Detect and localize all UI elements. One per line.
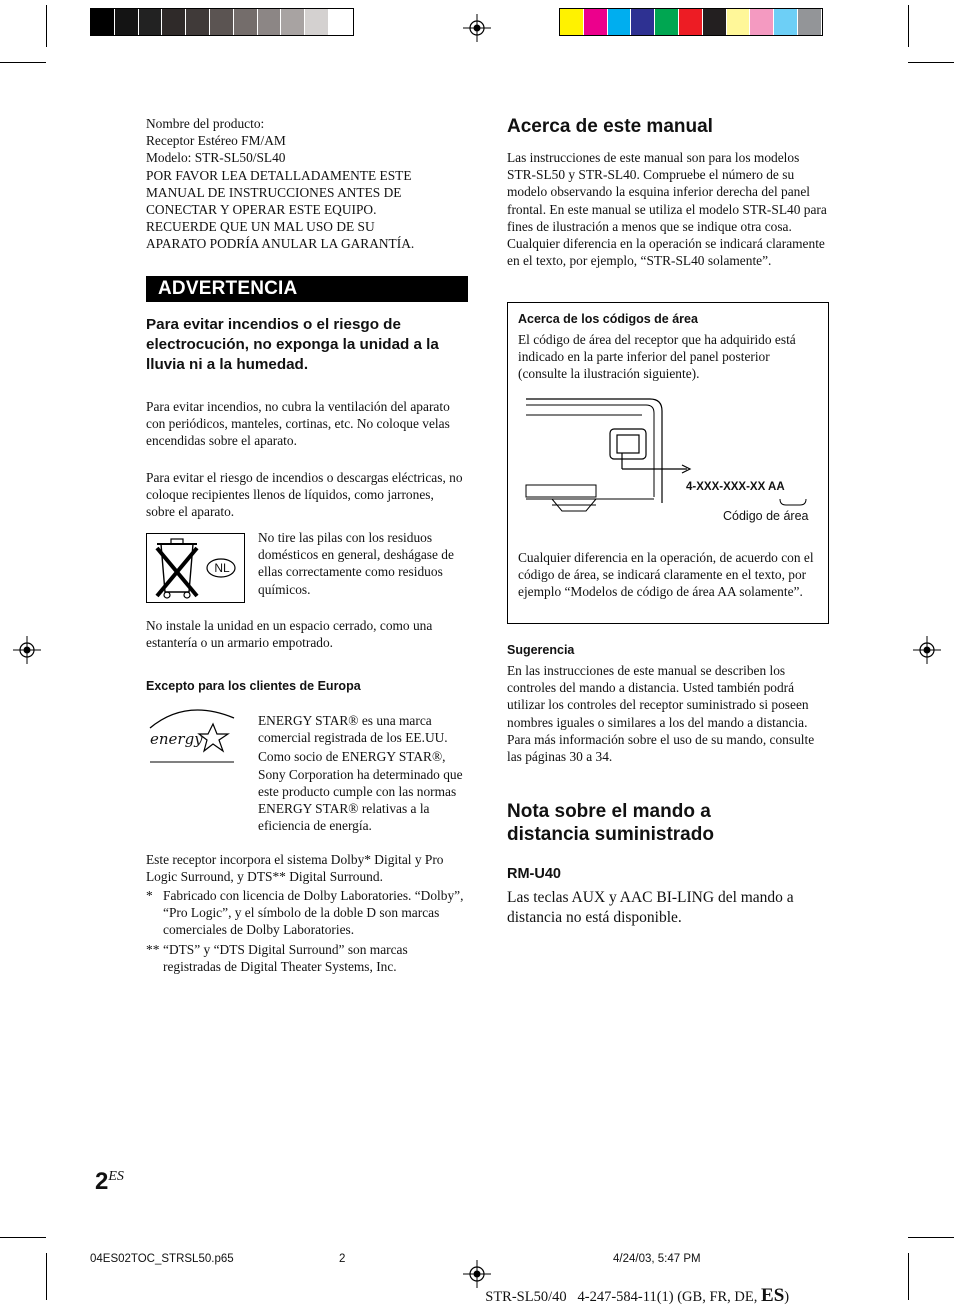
crop-mark	[908, 5, 909, 47]
footer-model-line	[478, 1268, 789, 1307]
area-code-caption: Código de área	[723, 509, 809, 523]
crop-mark	[46, 1253, 47, 1300]
color-swatch	[281, 9, 305, 35]
advertencia-heading	[146, 276, 468, 302]
acerca-body	[507, 149, 829, 269]
rear-panel-diagram	[522, 393, 822, 523]
dolby-paragraph	[146, 851, 466, 885]
crop-mark	[0, 62, 46, 63]
nota-title: Nota sobre el mando a distancia suministrado	[507, 801, 714, 845]
energy-logo-text: energy	[150, 730, 203, 748]
acerca-section	[507, 115, 829, 138]
nota-body	[507, 888, 829, 928]
acerca-title: Acerca de este manual	[507, 116, 713, 137]
tip-heading-text: Sugerencia	[507, 643, 575, 657]
europe-heading-text: Excepto para los clientes de Europa	[146, 679, 361, 693]
footnote-text: Fabricado con licencia de Dolby Laboratories. “Dolby”, “Pro Logic”, y el símbolo de la doble D son marcas comerciales de Dolby Laboratories.	[163, 888, 464, 938]
color-swatch	[631, 9, 655, 35]
color-swatch	[305, 9, 329, 35]
color-swatch	[584, 9, 608, 35]
area-code-box	[507, 302, 829, 624]
color-swatch	[258, 9, 282, 35]
color-swatch	[329, 9, 353, 35]
energy-star-logo	[146, 704, 238, 764]
color-bar	[559, 8, 823, 36]
battery-text	[258, 529, 468, 598]
page-number	[95, 1168, 124, 1196]
color-swatch	[608, 9, 632, 35]
energy-text-1: ENERGY STAR® es una marca comercial registrada de los EE.UU.	[258, 713, 448, 746]
para-text: Para evitar incendios, no cubra la ventilación del aparato con periódicos, manteles, cortinas, etc. No coloque velas encendidas sobre el aparato.	[146, 399, 450, 449]
color-swatch	[655, 9, 679, 35]
color-swatch	[560, 9, 584, 35]
footer-page: 2	[339, 1253, 346, 1265]
footnote-1	[146, 887, 466, 939]
footer-model-text: STR-SL50/40 4-247-584-11(1) (GB, FR, DE,	[485, 1289, 762, 1305]
footnote-text: “DTS” y “DTS Digital Surround” son marcas registradas de Digital Theater Systems, Inc.	[163, 942, 408, 975]
europe-heading	[146, 679, 476, 693]
registration-mark-left	[13, 636, 41, 664]
color-swatch	[679, 9, 703, 35]
footnote-2	[146, 941, 466, 975]
nota-model-text: RM-U40	[507, 866, 561, 882]
warning-text: Para evitar incendios o el riesgo de electrocución, no exponga la unidad a la lluvia ni a la humedad.	[146, 316, 439, 373]
crop-mark	[0, 1237, 46, 1238]
grayscale-bar	[90, 8, 354, 36]
color-swatch	[234, 9, 258, 35]
footer-lang-code: ES	[761, 1285, 785, 1306]
color-swatch	[774, 9, 798, 35]
footnote-mark: **	[146, 942, 160, 957]
nota-body-text: Las teclas AUX y AAC BI-LING del mando a distancia no está disponible.	[507, 889, 794, 926]
para-text: Para evitar el riesgo de incendios o descargas eléctricas, no coloque recipientes llenos de líquidos, como jarrones, sobre el aparato.	[146, 470, 463, 520]
color-swatch	[798, 9, 822, 35]
battery-text-body: No tire las pilas con los residuos domésticos en general, deshágase de ellas correctamente como residuos químicos.	[258, 530, 454, 597]
area-code-label: 4-XXX-XXX-XX AA	[686, 481, 785, 493]
color-swatch	[750, 9, 774, 35]
color-swatch	[115, 9, 139, 35]
registration-mark-right	[913, 636, 941, 664]
advertencia-title: ADVERTENCIA	[158, 278, 298, 299]
color-swatch	[91, 9, 115, 35]
box-footer: Cualquier diferencia en la operación, de acuerdo con el código de área, se indicará claramente en el texto, por ejemplo “Modelos de código de área AA solamente”.	[518, 550, 814, 600]
enclosure-paragraph	[146, 617, 468, 651]
color-swatch	[727, 9, 751, 35]
tip-body-text: En las instrucciones de este manual se describen los controles del mando a distancia. Usted también podrá utilizar los controles del receptor suministrado si poseen nombres iguales o similares a los del mando a distancia. Para más información sobre el uso de su mando, consulte las páginas 30 a 34.	[507, 663, 815, 765]
box-body: El código de área del receptor que ha adquirido está indicado en la parte inferior del panel posterior (consulte la ilustración siguiente).	[518, 332, 796, 382]
footer-datetime: 4/24/03, 5:47 PM	[613, 1253, 701, 1265]
nota-section	[507, 800, 829, 846]
footnote-mark: *	[146, 888, 153, 903]
color-swatch	[703, 9, 727, 35]
liquids-paragraph	[146, 469, 464, 521]
warning-block	[146, 315, 464, 375]
box-heading: Acerca de los códigos de área	[518, 312, 698, 326]
color-swatch	[139, 9, 163, 35]
crop-mark	[908, 62, 954, 63]
para-text: No instale la unidad en un espacio cerrado, como una estantería o un armario empotrado.	[146, 618, 433, 651]
crop-mark	[46, 5, 47, 47]
energy-star-text	[258, 712, 470, 834]
tip-heading	[507, 643, 829, 657]
registration-mark-top	[463, 14, 491, 42]
tip-body	[507, 662, 829, 765]
page-number-suffix: ES	[108, 1169, 124, 1184]
dolby-intro: Este receptor incorpora el sistema Dolby* Digital y Pro Logic Surround, y DTS** Digital Surround.	[146, 852, 444, 885]
color-swatch	[186, 9, 210, 35]
crop-mark	[908, 1253, 909, 1300]
color-swatch	[210, 9, 234, 35]
nota-model	[507, 866, 829, 882]
energy-text-2: Como socio de ENERGY STAR®, Sony Corporation ha determinado que este producto cumple con las normas ENERGY STAR® relativas a la eficiencia de energía.	[258, 749, 463, 834]
footer-close-paren: )	[784, 1289, 790, 1305]
battery-disposal-icon	[146, 533, 245, 603]
footer-filename: 04ES02TOC_STRSL50.p65	[90, 1253, 234, 1265]
acerca-body-text: Las instrucciones de este manual son para los modelos STR-SL50 y STR-SL40. Compruebe el número de su modelo observando la esquina inferior derecha del panel frontal. En este manual se utiliza el modelo STR-SL40 para fines de ilustración a menos que se indique otra cosa. Cualquier diferencia en la operación se indicará claramente en el texto, por ejemplo, “STR-SL40 solamente”.	[507, 150, 827, 269]
color-swatch	[162, 9, 186, 35]
ventilation-paragraph	[146, 398, 464, 450]
product-info-text: Nombre del producto: Receptor Estéreo FM/AM Modelo: STR-SL50/SL40 POR FAVOR LEA DETALLADAMENTE ESTE MANUAL DE INSTRUCCIONES ANTES DE CONECTAR Y OPERAR ESTE EQUIPO. RECUERDE QUE UN MAL USO DE SU APARATO PODRÍA ANULAR LA GARANTÍA.	[146, 116, 415, 252]
product-info	[146, 115, 476, 253]
nl-badge: NL	[214, 561, 230, 575]
crop-mark	[908, 1237, 954, 1238]
page-number-digit: 2	[95, 1168, 109, 1195]
